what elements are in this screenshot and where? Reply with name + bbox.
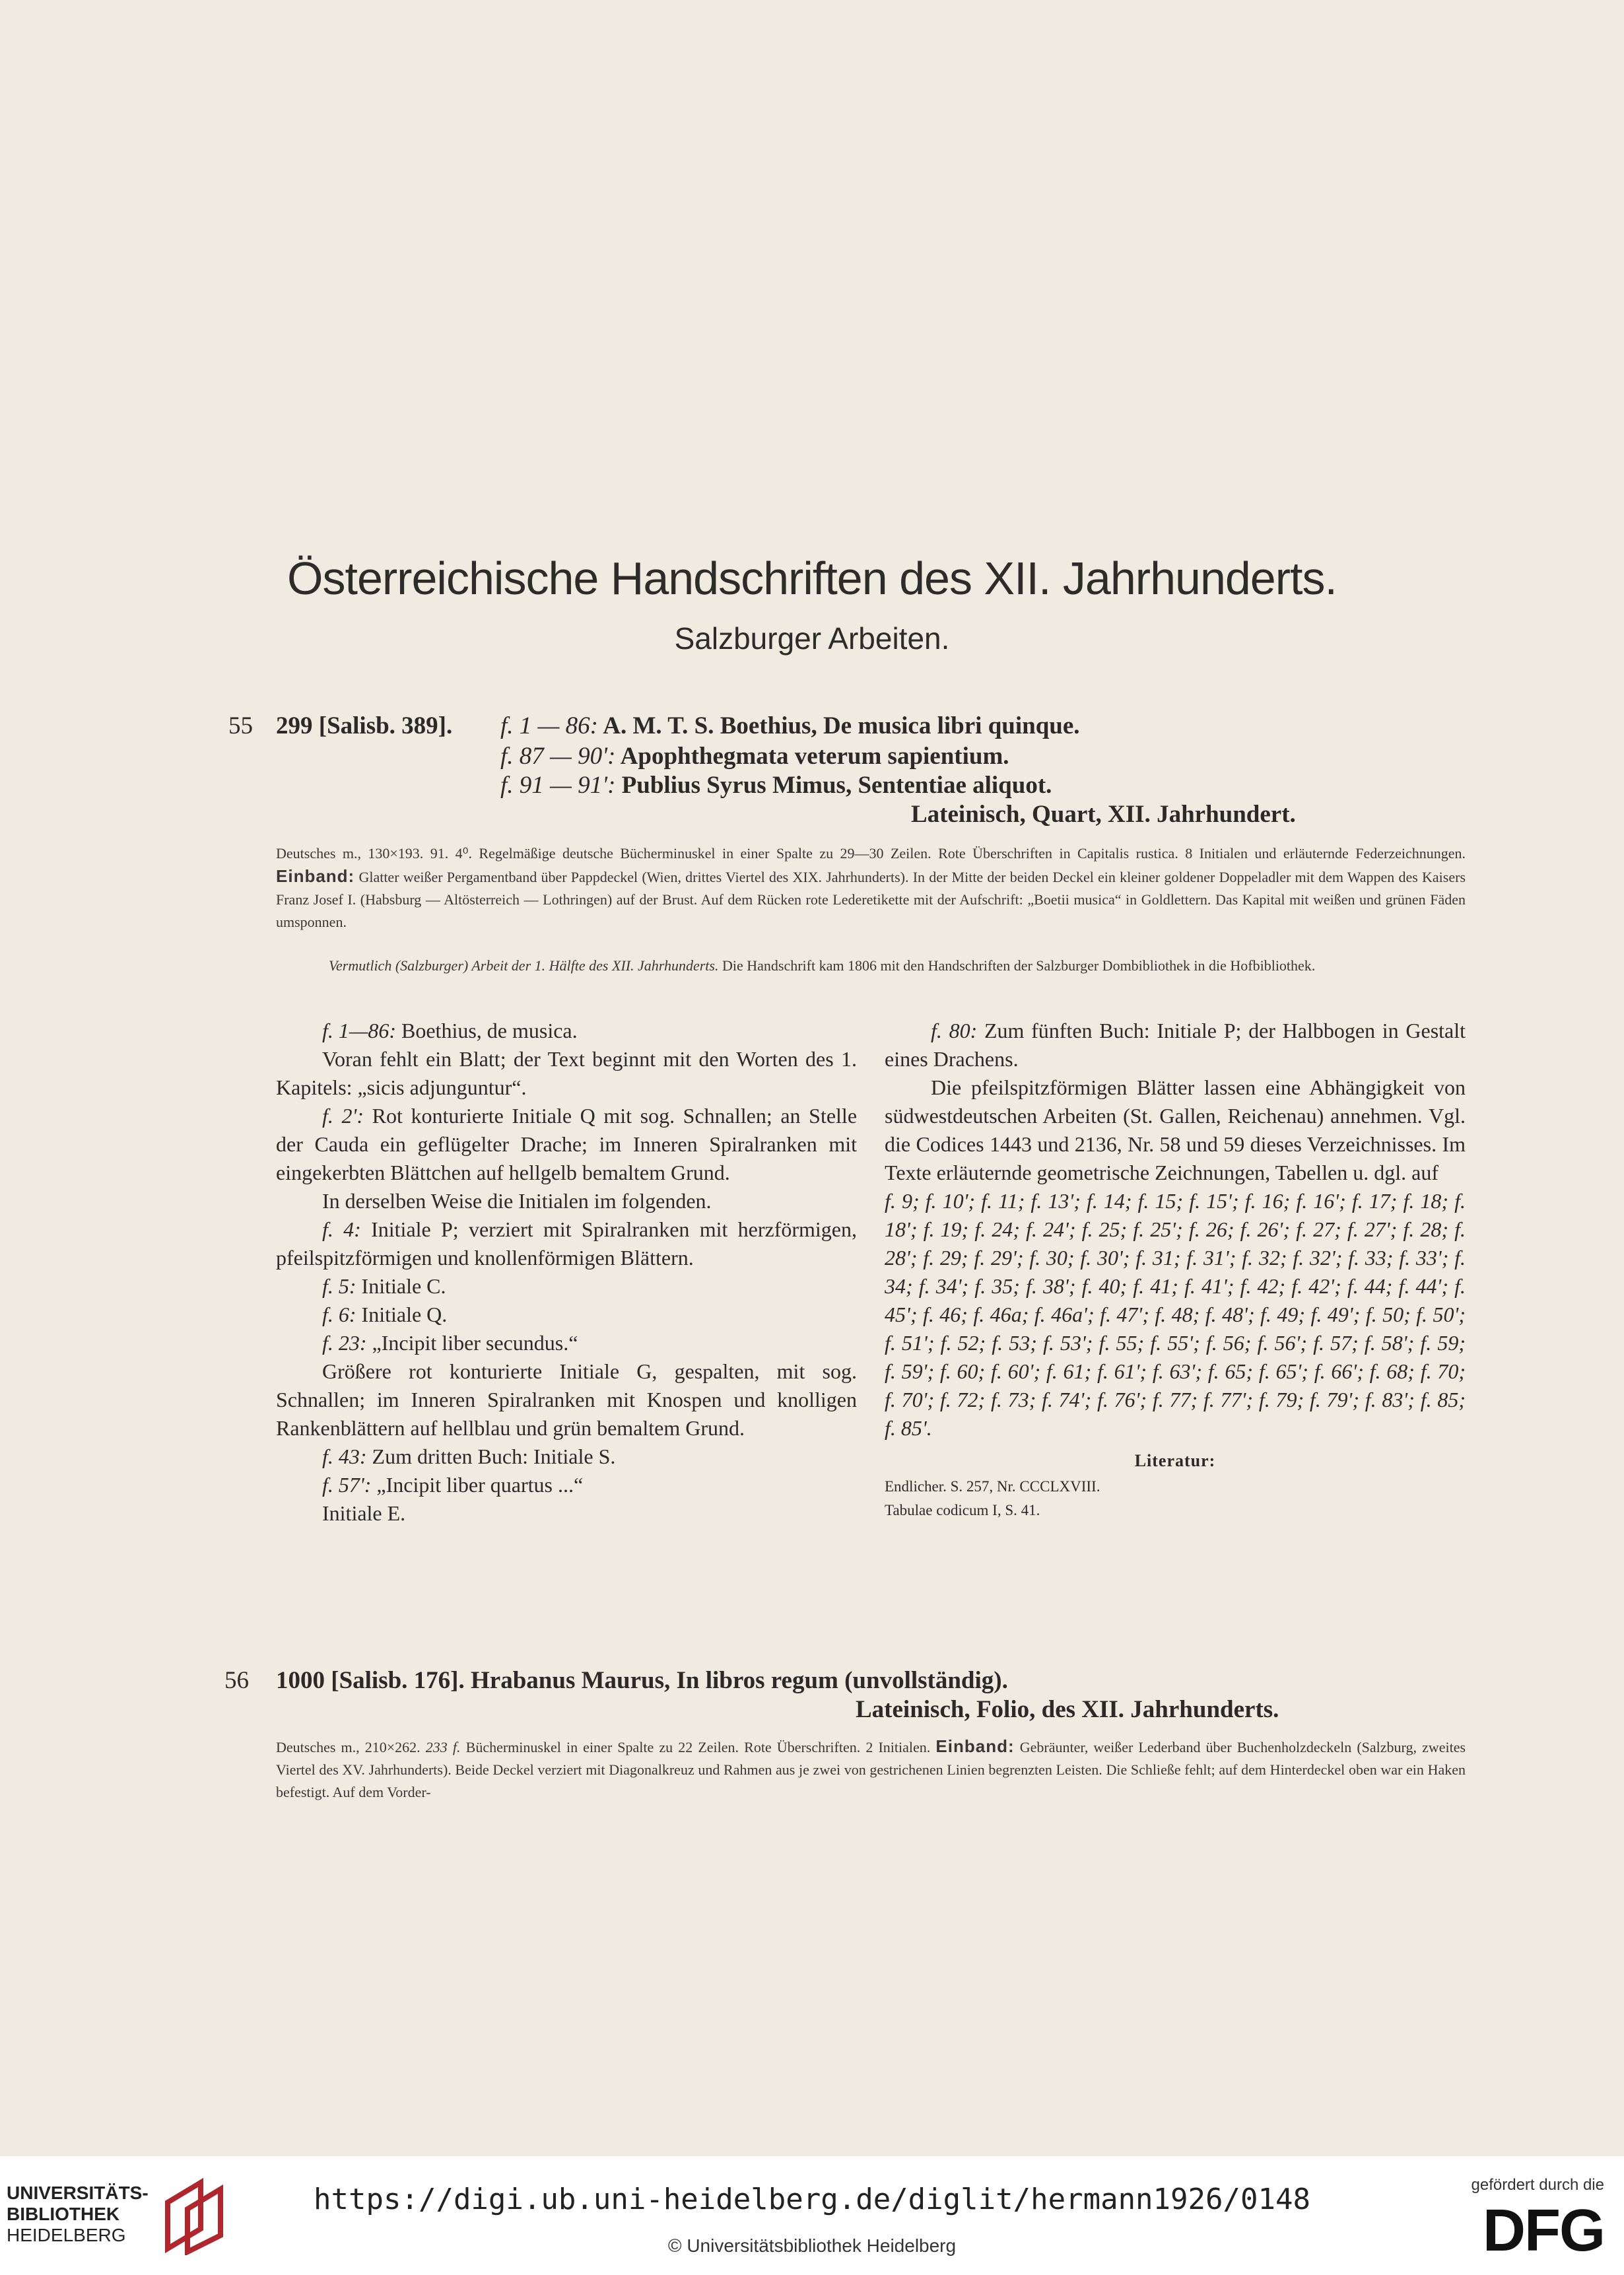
paragraph-text: Initiale C.	[361, 1274, 446, 1298]
folio-ref: f. 6:	[322, 1303, 356, 1326]
work-title: Publius Syrus Mimus, Sententiae aliquot.	[621, 772, 1052, 799]
paragraph	[885, 1073, 1466, 1187]
entry-heading-line	[500, 742, 1009, 770]
page-title: Österreichische Handschriften des XII. Jahrhunderts.	[287, 553, 1337, 604]
work-title: Hrabanus Maurus, In libros regum (unvollständig).	[471, 1667, 1008, 1694]
folio-ref: f. 23:	[322, 1331, 367, 1355]
physical-description	[276, 842, 1466, 934]
description-text: Deutsches m., 130×193. 91. 4⁰. Regelmäßige deutsche Bücherminuskel in einer Spalte zu 29—30 Zeilen. Rote Überschriften in Capitalis rustica. 8 Initialen und erläuternde Federzeichnungen.	[276, 845, 1466, 862]
entry-number: 56	[224, 1667, 249, 1694]
folio-ref: f. 5:	[322, 1274, 356, 1298]
paragraph-text: Boethius, de musica.	[401, 1019, 578, 1042]
paragraph	[276, 1017, 857, 1045]
description-text: Deutsches m., 210×262.	[276, 1739, 421, 1755]
paragraph	[276, 1215, 857, 1272]
language-date: Lateinisch, Folio, des XII. Jahrhunderts.	[856, 1696, 1279, 1723]
entry-ref-text: 299 [Salisb. 389].	[276, 712, 453, 739]
paragraph-text: Voran fehlt ein Blatt; der Text beginnt mit den Worten des 1. Kapitels: „sicis adjunguntur“.	[276, 1047, 857, 1099]
folio-ref: f. 1—86:	[322, 1019, 396, 1042]
folio-count: 233 f.	[425, 1739, 461, 1755]
dating-note: Vermutlich (Salzburger) Arbeit der 1. Hälfte des XII. Jahrhunderts.	[329, 957, 719, 974]
folio-range: f. 91 — 91':	[500, 772, 616, 799]
paragraph	[276, 1187, 857, 1215]
folio-list-text: f. 9; f. 10'; f. 11; f. 13'; f. 14; f. 15; f. 15'; f. 16; f. 16'; f. 17; f. 18; f. 18'; f. 19; f. 24; f. 24'; f. 25; f. 25'; f. 26; f. 26'; f. 27; f. 27'; f. 28; f. 28'; f. 29; f. 29'; f. 30; f. 30'; f. 31; f. 31'; f. 32; f. 32'; f. 33; f. 33'; f. 34; f. 34'; f. 35; f. 38'; f. 40; f. 41; f. 41'; f. 42; f. 42'; f. 44; f. 44'; f. 45'; f. 46; f. 46a; f. 46a'; f. 47'; f. 48; f. 48'; f. 49; f. 49'; f. 50; f. 50'; f. 51'; f. 52; f. 53; f. 53'; f. 55; f. 55'; f. 56; f. 56'; f. 57; f. 58'; f. 59; f. 59'; f. 60; f. 60'; f. 61; f. 61'; f. 63'; f. 65; f. 65'; f. 66'; f. 68; f. 70; f. 70'; f. 72; f. 73; f. 74'; f. 76'; f. 77; f. 77'; f. 79; f. 79'; f. 83'; f. 85; f. 85'.	[885, 1189, 1466, 1440]
work-title: Apophthegmata veterum sapientium.	[620, 743, 1009, 770]
left-column	[276, 1017, 857, 1528]
paragraph-text: In derselben Weise die Initialen im folgenden.	[322, 1189, 712, 1213]
paragraph-text: Zum dritten Buch: Initiale S.	[372, 1444, 616, 1468]
entry-number: 55	[228, 712, 253, 739]
paragraph-text: Initiale E.	[322, 1501, 406, 1525]
permalink-url[interactable]: https://digi.ub.uni-heidelberg.de/diglit/hermann1926/0148	[314, 2183, 1310, 2216]
entry-heading-line	[276, 1666, 1008, 1695]
entry-ref	[276, 712, 452, 740]
viewer-footer	[0, 2156, 1624, 2275]
provenance-text: Die Handschrift kam 1806 mit den Handschriften der Salzburger Dombibliothek in die Hofbibliothek.	[722, 957, 1316, 974]
work-title: A. M. T. S. Boethius, De musica libri quinque.	[603, 712, 1080, 739]
folio-ref: f. 80:	[931, 1019, 978, 1042]
folio-list	[885, 1187, 1466, 1443]
paragraph-text: Rot konturierte Initiale Q mit sog. Schnallen; an Stelle der Cauda ein geflügelter Drache; im Inneren Spiralranken mit eingekerbten Blättchen auf hellgelb bemaltem Grund.	[276, 1104, 858, 1184]
paragraph-text: Größere rot konturierte Initiale G, gespalten, mit sog. Schnallen; im Inneren Spiralranken mit Knospen und knolligen Rankenblättern auf hellblau und grün bemaltem Grund.	[276, 1359, 857, 1440]
copyright-notice: © Universitätsbibliothek Heidelberg	[667, 2235, 957, 2256]
dfg-logo: DFG	[1483, 2198, 1604, 2264]
literature-heading: Literatur:	[1134, 1451, 1216, 1470]
literature-item: Tabulae codicum I, S. 41.	[885, 1502, 1040, 1518]
paragraph-text: Initiale P; verziert mit Spiralranken mit herzförmigen, pfeilspitzförmigen und knollenförmigen Blättern.	[276, 1217, 858, 1270]
paragraph-text: „Incipit liber secundus.“	[372, 1331, 578, 1355]
paragraph	[276, 1045, 857, 1102]
folio-range: f. 87 — 90':	[500, 743, 616, 770]
provenance-note	[276, 955, 1466, 977]
folio-ref: f. 43:	[322, 1444, 367, 1468]
funding-label: gefördert durch die	[1471, 2176, 1604, 2194]
paragraph-text: Die pfeilspitzförmigen Blätter lassen eine Abhängigkeit von südwestdeutschen Arbeiten (St. Gallen, Reichenau) annehmen. Vgl. die Codices 1443 und 2136, Nr. 58 und 59 dieses Verzeichnisses. Im Texte erläuternde geometrische Zeichnungen, Tabellen u. dgl. auf	[885, 1075, 1466, 1184]
language-date: Lateinisch, Quart, XII. Jahrhundert.	[911, 801, 1296, 828]
paragraph	[276, 1301, 857, 1329]
page-subtitle: Salzburger Arbeiten.	[674, 621, 950, 656]
paragraph	[276, 1329, 857, 1357]
logo-line: UNIVERSITÄTS-	[7, 2183, 149, 2203]
folio-range: f. 1 — 86:	[500, 712, 598, 739]
paragraph	[276, 1272, 857, 1301]
logo-line: BIBLIOTHEK	[7, 2204, 120, 2224]
literature-item: Endlicher. S. 257, Nr. CCCLXVIII.	[885, 1478, 1100, 1495]
description-text: Bücherminuskel in einer Spalte zu 22 Zeilen. Rote Überschriften. 2 Initialen.	[465, 1739, 931, 1755]
paragraph	[276, 1443, 857, 1471]
paragraph	[885, 1017, 1466, 1073]
einband-label: Einband:	[276, 866, 355, 886]
paragraph-text: Zum fünften Buch: Initiale P; der Halbbogen in Gestalt eines Drachens.	[885, 1019, 1466, 1071]
einband-label: Einband:	[935, 1736, 1015, 1756]
paragraph	[276, 1102, 857, 1187]
paragraph-text: Initiale Q.	[361, 1303, 448, 1326]
description-text: Gebräunter, weißer Lederband über Buchenholzdeckeln (Salzburg, zweites Viertel des XV. Jahrhunderts). Beide Deckel verziert mit Diagonalkreuz und Rahmen aus je zwei von gestrichenen Linien begrenzten Leisten. Die Schließe fehlt; auf dem Hinterdeckel oben war ein Haken befestigt. Auf dem Vorder-	[276, 1739, 1466, 1800]
paragraph	[276, 1471, 857, 1499]
right-column	[885, 1017, 1466, 1522]
folio-ref: f. 4:	[322, 1217, 361, 1241]
paragraph	[276, 1357, 857, 1443]
entry-ref-text: 1000 [Salisb. 176].	[276, 1667, 465, 1694]
folio-ref: f. 57':	[322, 1473, 372, 1497]
logo-line: HEIDELBERG	[7, 2225, 126, 2245]
entry-heading-line	[500, 771, 1052, 799]
physical-description	[276, 1735, 1466, 1804]
entry-heading-line	[500, 712, 1080, 740]
description-text: Glatter weißer Pergamentband über Pappdeckel (Wien, drittes Viertel des XIX. Jahrhunderts). In der Mitte der beiden Deckel ein kleiner goldener Doppeladler mit dem Wappen des Kaisers Franz Josef I. (Habsburg — Altösterreich — Lothringen) auf der Brust. Auf dem Rücken rote Lederetikette mit der Aufschrift: „Boetii musica“ in Goldlettern. Das Kapital mit weißen und grünen Fäden umsponnen.	[276, 869, 1466, 930]
paragraph-text: „Incipit liber quartus ...“	[376, 1473, 584, 1497]
folio-ref: f. 2':	[322, 1104, 364, 1128]
paragraph	[276, 1499, 857, 1528]
